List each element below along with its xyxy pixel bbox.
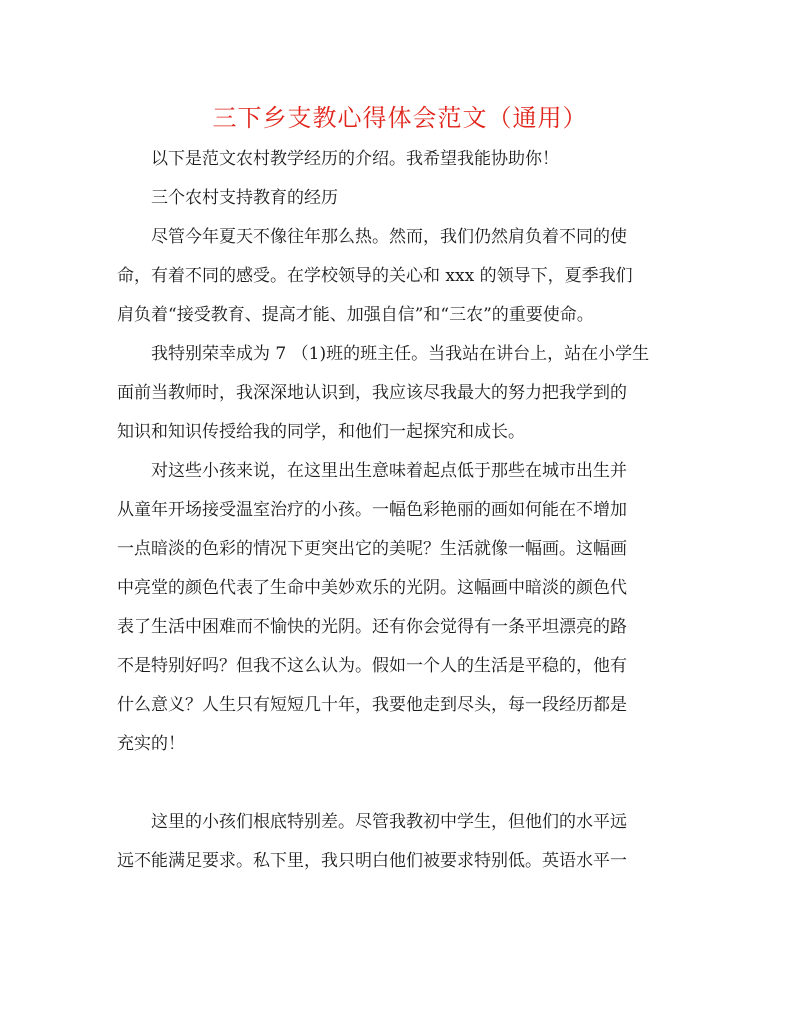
paragraph-1-line-1: 尽管今年夏天不像往年那么热。然而，我们仍然肩负着不同的使 — [151, 227, 627, 247]
paragraph-3-line-5: 表了生活中困难而不愉快的光阴。还有你会觉得有一条平坦漂亮的路 — [117, 617, 627, 637]
paragraph-4-line-2: 远不能满足要求。私下里，我只明白他们被要求特别低。英语水平一 — [117, 851, 627, 871]
paragraph-2-line-3: 知识和知识传授给我的同学，和他们一起探究和成长。 — [117, 422, 525, 442]
paragraph-3-line-3: 一点暗淡的色彩的情况下更突出它的美呢？生活就像一幅画。这幅画 — [117, 539, 627, 559]
paragraph-3-line-6: 不是特别好吗？但我不这么认为。假如一个人的生活是平稳的，他有 — [117, 656, 627, 676]
paragraph-1-line-3: 肩负着“接受教育、提高才能、加强自信”和“三农”的重要使命。 — [117, 305, 594, 325]
paragraph-3-line-2: 从童年开场接受温室治疗的小孩。一幅色彩艳丽的画如何能在不增加 — [117, 500, 627, 520]
document-title: 三下乡支教心得体会范文（通用） — [212, 104, 588, 132]
paragraph-1-line-2: 命，有着不同的感受。在学校领导的关心和 xxx 的领导下，夏季我们 — [117, 266, 633, 286]
subtitle-line: 三个农村支持教育的经历 — [151, 188, 338, 208]
paragraph-2-line-2: 面前当教师时，我深深地认识到，我应该尽我最大的努力把我学到的 — [117, 383, 627, 403]
paragraph-2-line-1: 我特别荣幸成为 7 （1)班的班主任。当我站在讲台上，站在小学生 — [151, 344, 650, 364]
intro-line: 以下是范文农村教学经历的介绍。我希望我能协助你！ — [151, 149, 559, 169]
paragraph-3-line-8: 充实的！ — [117, 734, 185, 754]
paragraph-3-line-4: 中亮堂的颜色代表了生命中美妙欢乐的光阴。这幅画中暗淡的颜色代 — [117, 578, 627, 598]
paragraph-gap — [117, 764, 687, 803]
paragraph-3-line-1: 对这些小孩来说，在这里出生意味着起点低于那些在城市出生并 — [151, 461, 627, 481]
paragraph-3-line-7: 什么意义？人生只有短短几十年，我要他走到尽头，每一段经历都是 — [117, 695, 627, 715]
document-body — [117, 140, 687, 881]
paragraph-4-line-1: 这里的小孩们根底特别差。尽管我教初中学生，但他们的水平远 — [151, 812, 627, 832]
